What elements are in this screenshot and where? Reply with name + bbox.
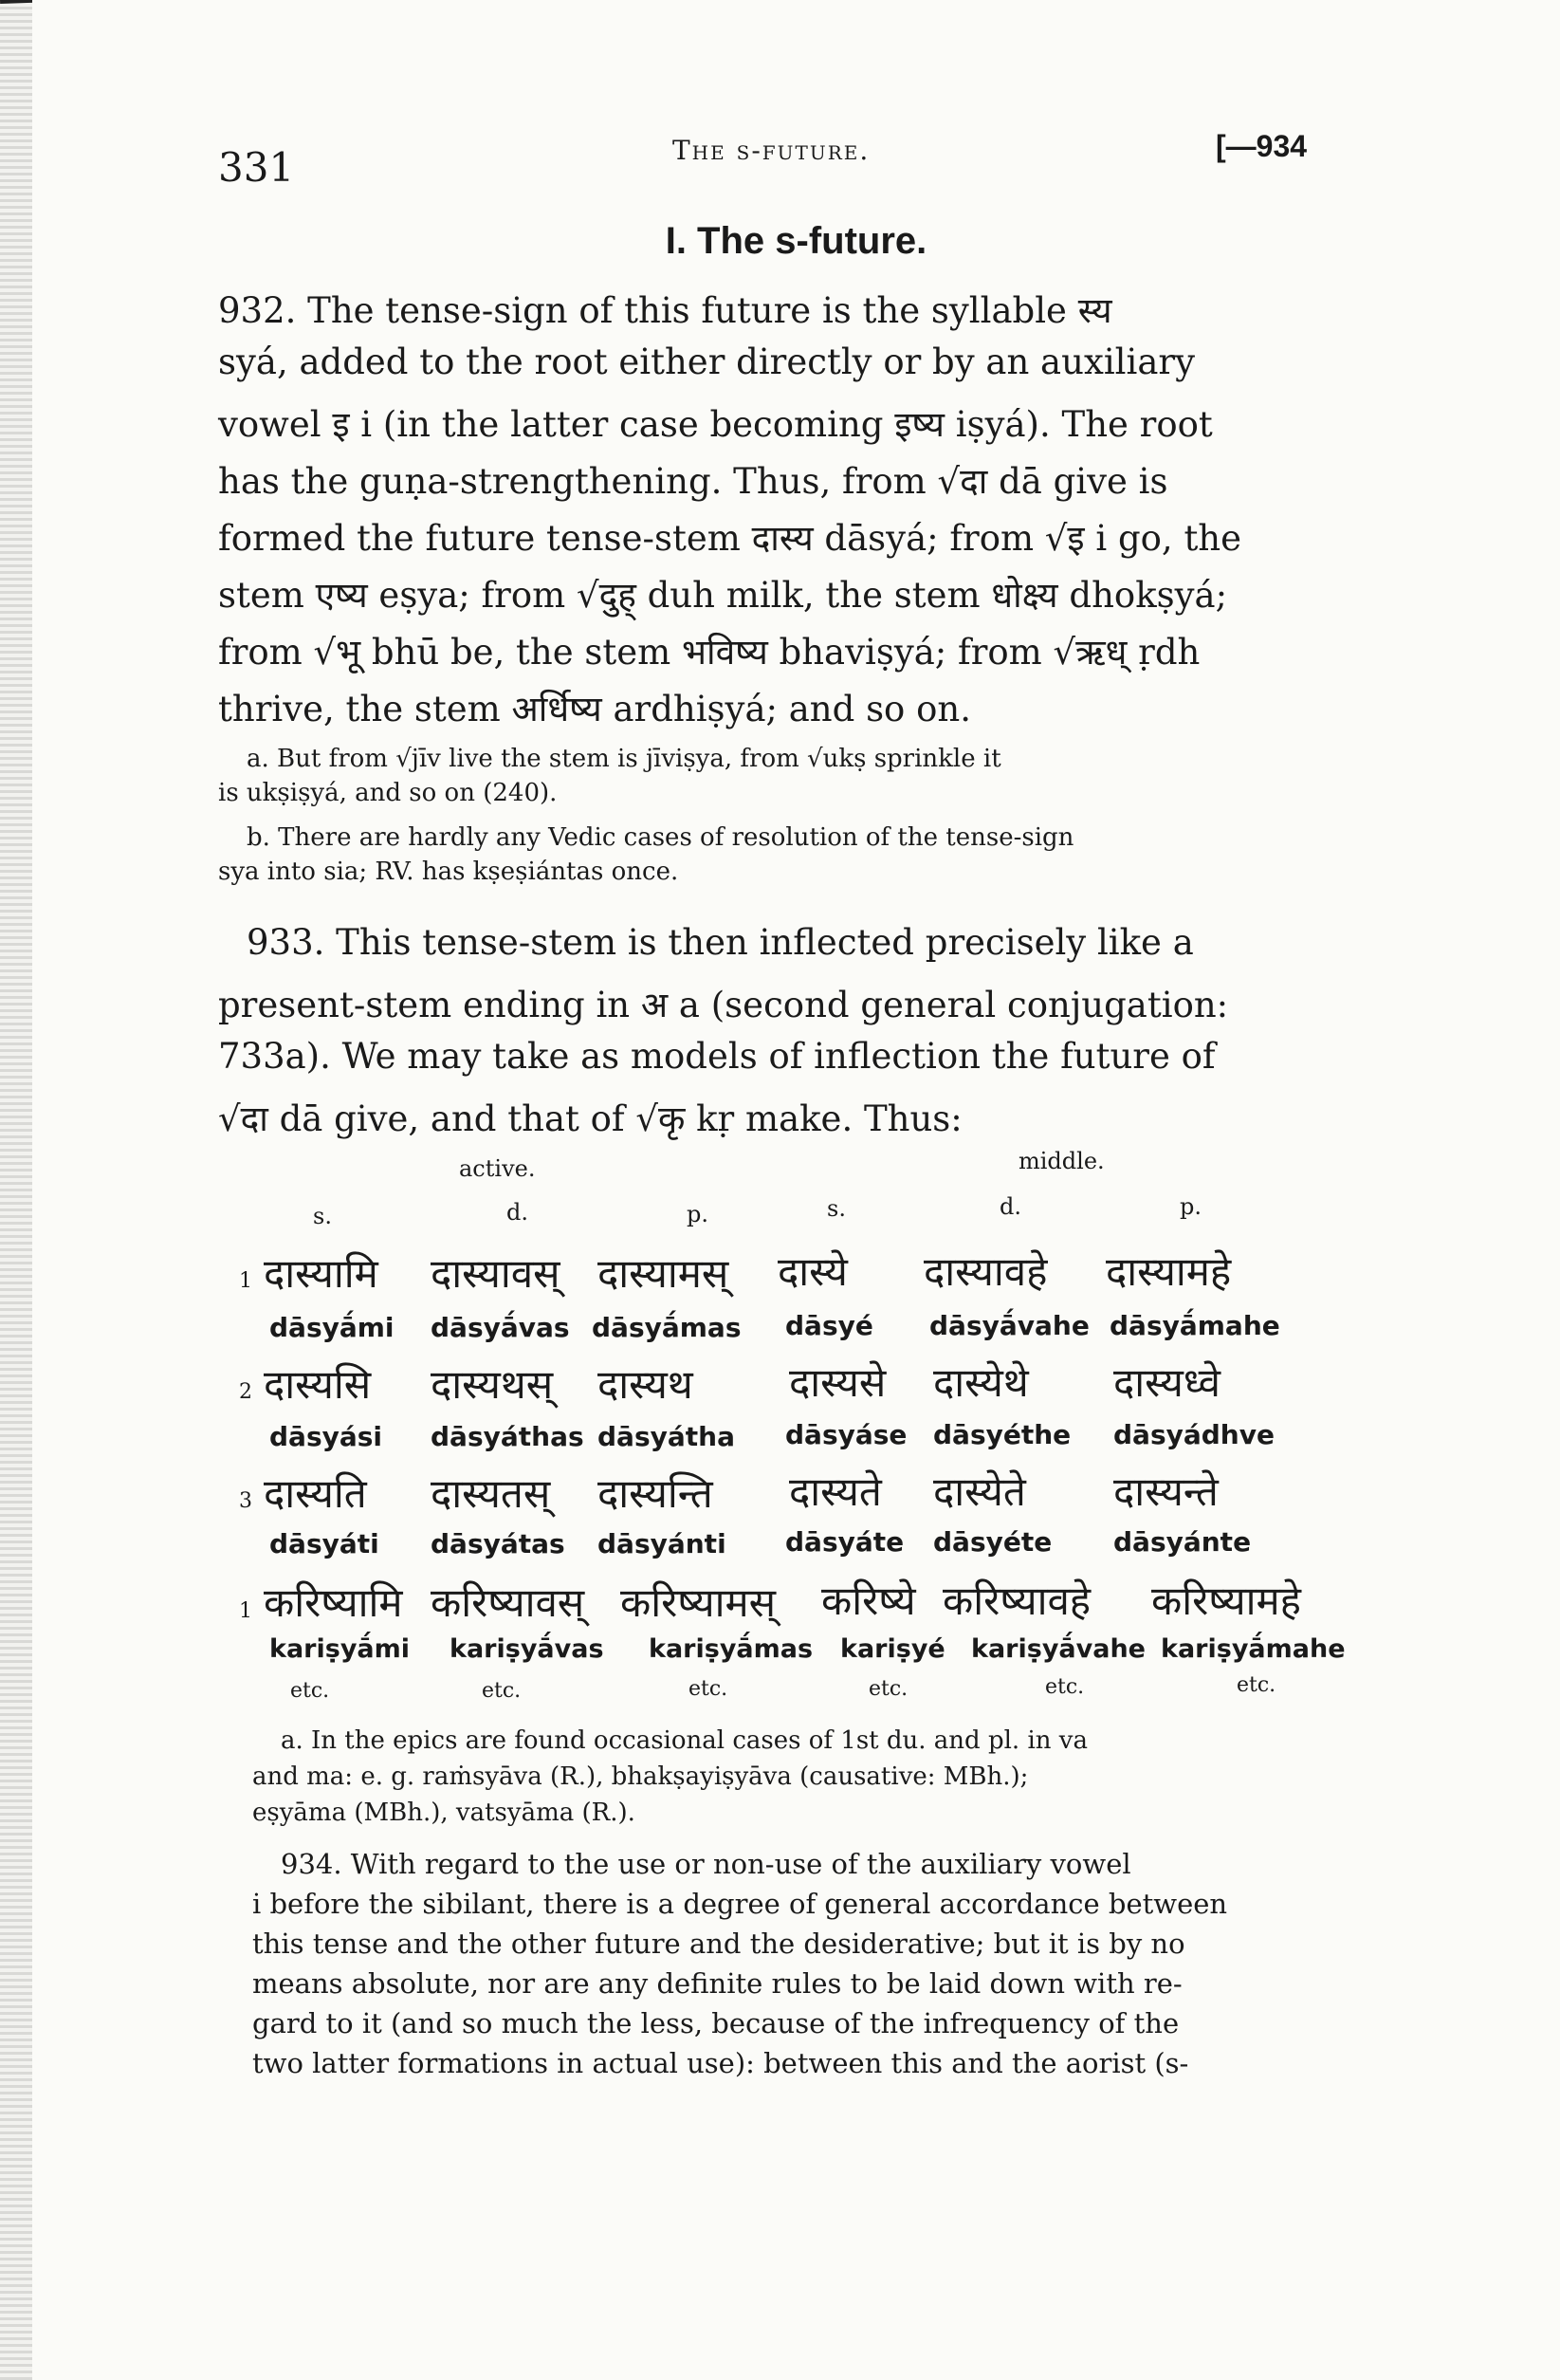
transliteration: dāsyátas — [431, 1528, 565, 1559]
voice-header-active: active. — [459, 1155, 536, 1182]
devanagari-form: करिष्यामस् — [620, 1579, 776, 1626]
transliteration: dāsyádhve — [1113, 1419, 1275, 1450]
text-line: is ukṣiṣyá, and so on (240). — [218, 779, 558, 807]
text-line: 733a). We may take as models of inflection the future of — [218, 1036, 1216, 1077]
person-number: 2 — [239, 1380, 252, 1404]
text-line: vowel इ i (in the latter case becoming इष्य iṣyá). The root — [218, 404, 1213, 445]
number-header: d. — [1000, 1193, 1021, 1220]
text-line: has the guṇa-strengthening. Thus, from √दा dā give is — [218, 461, 1168, 502]
transliteration: dāsyā́mas — [592, 1312, 742, 1343]
etc-label: etc. — [1237, 1673, 1276, 1697]
devanagari-form: दास्यन्ति — [597, 1470, 713, 1517]
person-number: 1 — [239, 1269, 252, 1293]
number-header: d. — [506, 1199, 528, 1226]
devanagari-form: दास्यामि — [264, 1250, 378, 1297]
devanagari-form: करिष्यावस् — [431, 1579, 585, 1626]
text-line: two latter formations in actual use): between this and the aorist (s- — [252, 2047, 1189, 2079]
text-line: syá, added to the root either directly or by an auxiliary — [218, 341, 1195, 382]
devanagari-form: दास्येते — [933, 1468, 1026, 1515]
text-line: thrive, the stem अर्धिष्य ardhiṣyá; and so on. — [218, 689, 971, 729]
transliteration: dāsyā́mahe — [1110, 1310, 1280, 1341]
transliteration: dāsyátha — [597, 1421, 735, 1452]
section-reference: [—934 — [1216, 129, 1308, 163]
devanagari-form: दास्यथ — [597, 1361, 693, 1408]
etc-label: etc. — [482, 1679, 522, 1703]
devanagari-form: दास्यामहे — [1106, 1248, 1232, 1295]
text-line: b. There are hardly any Vedic cases of resolution of the tense-sign — [247, 823, 1074, 852]
transliteration: kariṣyā́mahe — [1161, 1634, 1346, 1664]
devanagari-form: दास्ये — [778, 1248, 848, 1295]
devanagari-form: दास्यध्वे — [1113, 1359, 1221, 1406]
devanagari-form: दास्यावस् — [431, 1250, 560, 1297]
devanagari-form: दास्यसे — [789, 1359, 887, 1406]
transliteration: dāsyéte — [933, 1526, 1053, 1558]
transliteration: dāsyā́mi — [269, 1312, 395, 1343]
transliteration: dāsyéthe — [933, 1419, 1072, 1450]
transliteration: dāsyáte — [785, 1526, 905, 1558]
text-line: a. But from √jīv live the stem is jīviṣya, from √ukṣ sprinkle it — [247, 745, 1001, 773]
text-line: formed the future tense-stem दास्य dāsyá; from √इ i go, the — [218, 518, 1242, 559]
transliteration: dāsyánte — [1113, 1526, 1252, 1558]
person-number: 3 — [239, 1489, 252, 1513]
devanagari-form: दास्यन्ते — [1113, 1468, 1219, 1515]
book-page — [32, 0, 1560, 2380]
devanagari-form: दास्यथस् — [431, 1361, 554, 1408]
text-line: sya into sia; RV. has kṣeṣiántas once. — [218, 858, 679, 886]
person-number: 1 — [239, 1599, 252, 1623]
devanagari-form: करिष्यामि — [264, 1579, 403, 1626]
text-line: √दा dā give, and that of √कृ kṛ make. Thus: — [218, 1098, 963, 1139]
transliteration: dāsyánti — [597, 1528, 726, 1559]
text-line: a. In the epics are found occasional cases of 1st du. and pl. in va — [281, 1726, 1088, 1755]
transliteration: dāsyási — [269, 1421, 383, 1452]
etc-label: etc. — [688, 1677, 728, 1701]
etc-label: etc. — [290, 1679, 330, 1703]
transliteration: kariṣyā́mi — [269, 1634, 411, 1664]
transliteration: dāsyā́vahe — [929, 1310, 1090, 1341]
devanagari-form: दास्यति — [264, 1470, 367, 1517]
transliteration: dāsyáti — [269, 1528, 379, 1559]
etc-label: etc. — [1045, 1675, 1085, 1699]
devanagari-form: करिष्यामहे — [1151, 1577, 1301, 1624]
text-line: means absolute, nor are any definite rules to be laid down with re- — [252, 1967, 1183, 2000]
number-header: s. — [827, 1195, 846, 1222]
scan-edge — [0, 0, 32, 2380]
text-line: i before the sibilant, there is a degree of general accordance between — [252, 1888, 1228, 1920]
text-line: gard to it (and so much the less, because of the infrequency of the — [252, 2007, 1180, 2039]
devanagari-form: दास्यतस् — [431, 1470, 551, 1517]
text-line: 932. The tense-sign of this future is the syllable स्य — [218, 290, 1112, 331]
number-header: s. — [313, 1203, 332, 1229]
text-line: stem एष्य eṣya; from √दुह् duh milk, the stem धोक्ष्य dhokṣyá; — [218, 575, 1228, 616]
transliteration: kariṣyā́vas — [450, 1634, 604, 1664]
devanagari-form: दास्येथे — [933, 1359, 1029, 1406]
transliteration: kariṣyā́vahe — [971, 1634, 1146, 1664]
etc-label: etc. — [869, 1677, 908, 1701]
devanagari-form: दास्यामस् — [597, 1250, 729, 1297]
devanagari-form: दास्यावहे — [924, 1248, 1048, 1295]
text-line: this tense and the other future and the desiderative; but it is by no — [252, 1928, 1185, 1960]
transliteration: dāsyé — [785, 1310, 873, 1341]
voice-header-middle: middle. — [1019, 1148, 1105, 1174]
text-line: eṣyāma (MBh.), vatsyāma (R.). — [252, 1799, 635, 1827]
transliteration: dāsyáthas — [431, 1421, 584, 1452]
devanagari-form: दास्यसि — [264, 1361, 372, 1408]
page-number: 331 — [218, 144, 295, 191]
number-header: p. — [687, 1201, 708, 1227]
transliteration: kariṣyé — [840, 1634, 945, 1664]
text-line: 933. This tense-stem is then inflected precisely like a — [247, 922, 1194, 963]
text-line: and ma: e. g. raṁsyāva (R.), bhakṣayiṣyāva (causative: MBh.); — [252, 1762, 1029, 1791]
number-header: p. — [1180, 1193, 1202, 1220]
text-line: present-stem ending in अ a (second general conjugation: — [218, 985, 1229, 1025]
devanagari-form: दास्यते — [789, 1468, 882, 1515]
transliteration: dāsyā́vas — [431, 1312, 570, 1343]
running-head: The s-future. — [672, 135, 871, 166]
devanagari-form: करिष्यावहे — [943, 1577, 1092, 1624]
text-line: 934. With regard to the use or non-use of the auxiliary vowel — [281, 1848, 1131, 1880]
section-heading: I. The s-future. — [665, 220, 927, 262]
text-line: from √भू bhū be, the stem भविष्य bhaviṣyá; from √ऋध् ṛdh — [218, 632, 1201, 673]
transliteration: dāsyáse — [785, 1419, 908, 1450]
devanagari-form: करिष्ये — [821, 1577, 916, 1624]
transliteration: kariṣyā́mas — [649, 1634, 814, 1664]
